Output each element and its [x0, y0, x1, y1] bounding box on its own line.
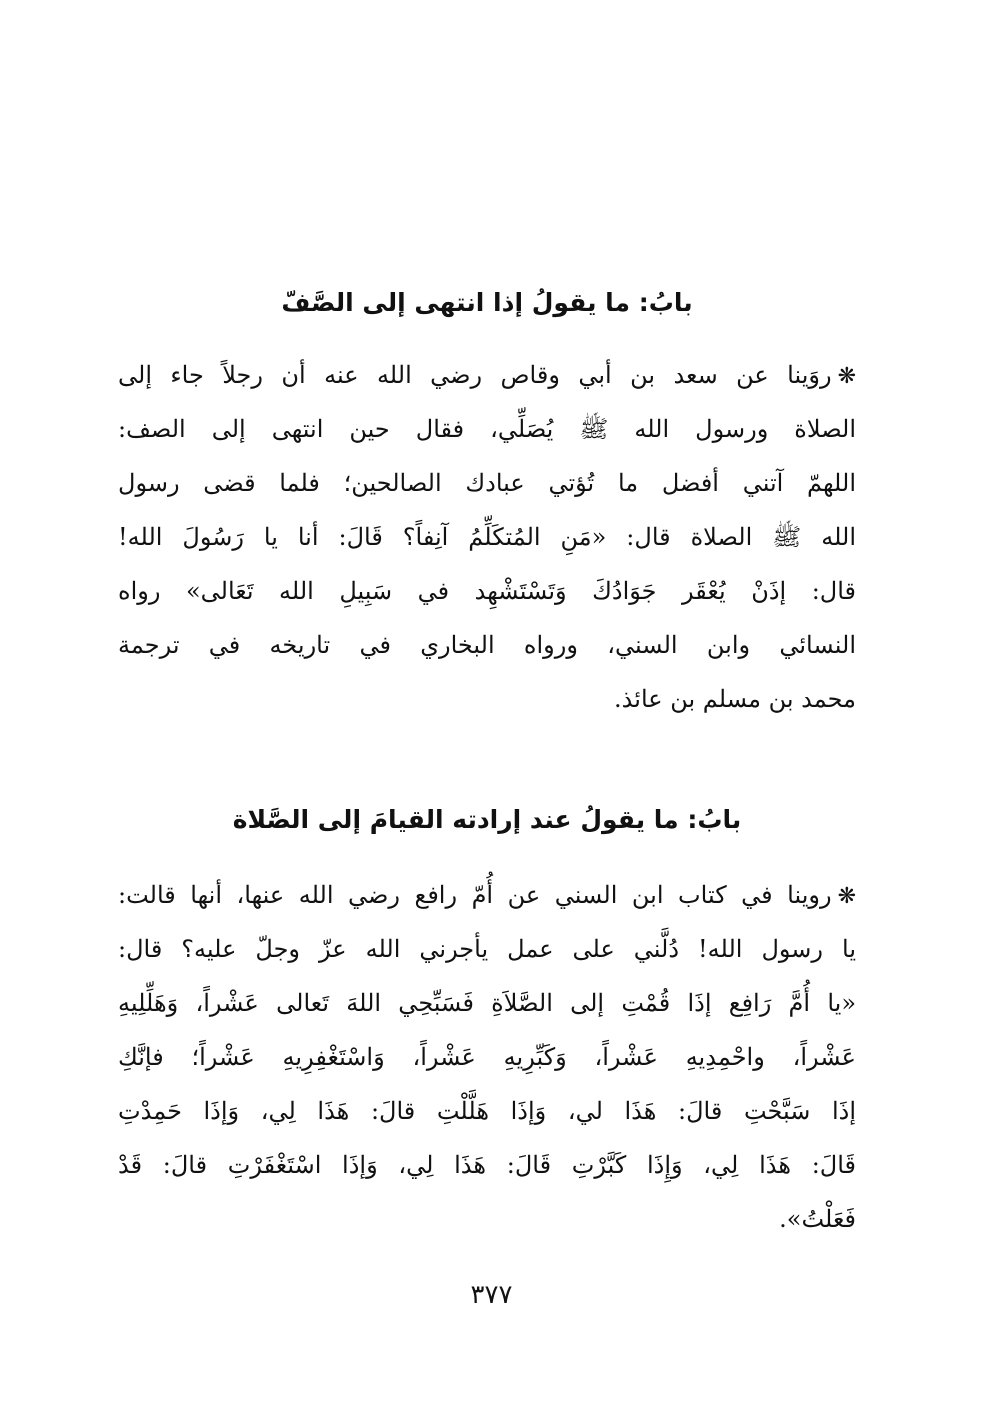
text-line: اللهمّ آتني أفضل ما تُؤتي عبادك الصالحين؛ فلما قضى رسول [118, 469, 856, 497]
text-line: الصلاة ورسول الله ﷺ يُصَلِّي، فقال حين انتهى إلى الصف: [118, 415, 856, 443]
text-line: ❋روَينا عن سعد بن أبي وقاص رضي الله عنه أن رجلاً جاء إلى [118, 348, 856, 402]
section-body-1 [118, 348, 856, 726]
text-line: النسائي وابن السني، ورواه البخاري في تاريخه في ترجمة [118, 631, 856, 659]
text-line: قَالَ: هَذَا لِي، وَإِذَا كَبَّرْتِ قَالَ: هَذَا لِي، وَإذَا اسْتَغْفَرْتِ قالَ: قَدْ [118, 1151, 856, 1179]
text-line: قال: إذَنْ يُعْقَر جَوَادُكَ وَتَسْتَشْهِد في سَبِيلِ الله تَعَالى» رواه [118, 577, 856, 605]
section-body-2 [118, 868, 856, 1246]
star-marker-icon: ❋ [837, 884, 856, 909]
text-line: إذَا سَبَّحْتِ قالَ: هَذَا لي، وَإذَا هَلَّلْتِ قالَ: هَذَا لِي، وَإذَا حَمِدْتِ [118, 1097, 856, 1125]
text-line: عَشْراً، واحْمِدِيهِ عَشْراً، وَكَبِّرِيهِ عَشْراً، وَاسْتَغْفِرِيهِ عَشْراً؛ فإنَّكِ [118, 1043, 856, 1071]
text-line: يا رسول الله! دُلَّني على عمل يأجرني الله عزّ وجلّ عليه؟ قال: [118, 935, 856, 963]
section-heading-1: بابُ: ما يقولُ إذا انتهى إلى الصَّفّ [281, 288, 693, 317]
star-marker-icon: ❋ [837, 364, 856, 389]
page-number: ٣٧٧ [470, 1280, 513, 1310]
text-line: ❋روينا في كتاب ابن السني عن أُمّ رافع رضي الله عنها، أنها قالت: [118, 868, 856, 922]
text-line: الله ﷺ الصلاة قال: «مَنِ المُتكَلِّمُ آنِفاً؟ قَالَ: أنا يا رَسُولَ الله! [118, 523, 856, 551]
text-line: محمد بن مسلم بن عائذ. [614, 685, 856, 713]
section-heading-2: بابُ: ما يقولُ عند إرادته القيامَ إلى الصَّلاة [232, 805, 742, 834]
text-line: فَعَلْتُ». [779, 1205, 856, 1233]
text-line: «يا أُمَّ رَافِع إذَا قُمْتِ إلى الصَّلاَةِ فَسَبِّحِي اللهَ تَعالى عَشْراً، وَهَلِّلِيهِ [118, 989, 856, 1017]
